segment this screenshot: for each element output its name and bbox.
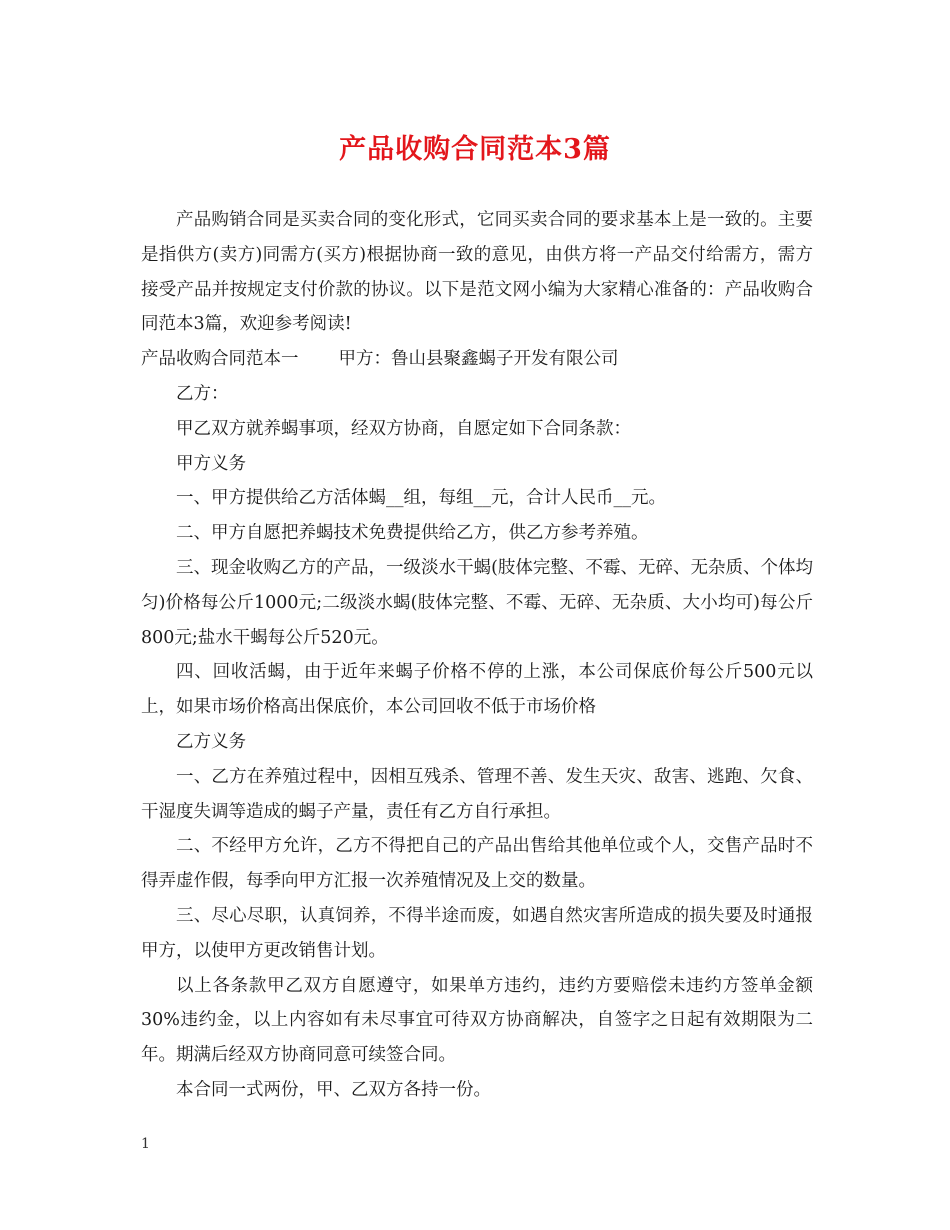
preamble-paragraph: 甲乙双方就养蝎事项，经双方协商，自愿定如下合同条款： — [176, 418, 631, 439]
document-title: 产品收购合同范本3篇 — [339, 134, 611, 165]
copies-clause-paragraph: 本合同一式两份，甲、乙双方各持一份。 — [176, 1079, 491, 1100]
contract-heading-line — [141, 342, 813, 377]
breach-clause-paragraph: 以上各条款甲乙双方自愿遵守，如果单方违约，违约方要赔偿未违约方签单金额30%违约金，以上内容如有未尽事宜可待双方协商解决，自签字之日起有效期限为二年。期满后经双方协商同意可续签合同。 — [141, 975, 813, 1066]
party-a-duty-item: 二、甲方自愿把养蝎技术免费提供给乙方，供乙方参考养殖。 — [176, 523, 649, 544]
party-b-line: 乙方： — [176, 383, 229, 404]
party-b-duty-item: 一、乙方在养殖过程中，因相互残杀、管理不善、发生天灾、敌害、逃跑、欠食、干湿度失调等造成的蝎子产量，责任有乙方自行承担。 — [141, 766, 813, 822]
party-b-duty-item: 二、不经甲方允许，乙方不得把自己的产品出售给其他单位或个人，交售产品时不得弄虚作假，每季向甲方汇报一次养殖情况及上交的数量。 — [141, 836, 813, 892]
intro-paragraph: 产品购销合同是买卖合同的变化形式，它同买卖合同的要求基本上是一致的。主要是指供方(卖方)同需方(买方)根据协商一致的意见，由供方将一产品交付给需方，需方接受产品并按规定支付价款的协议。以下是范文网小编为大家精心准备的：产品收购合同范本3篇，欢迎参考阅读! — [141, 210, 813, 335]
page-number: 1 — [141, 1136, 150, 1152]
party-a-duty-item: 一、甲方提供给乙方活体蝎__组，每组__元，合计人民币__元。 — [176, 488, 666, 509]
party-a-duty-item: 四、回收活蝎，由于近年来蝎子价格不停的上涨，本公司保底价每公斤500元以上，如果市场价格高出保底价，本公司回收不低于市场价格 — [141, 662, 813, 718]
party-a-duty-item: 三、现金收购乙方的产品，一级淡水干蝎(肢体完整、不霉、无碎、无杂质、个体均匀)价格每公斤1000元;二级淡水蝎(肢体完整、不霉、无碎、无杂质、大小均可)每公斤800元;盐水干蝎每公斤520元。 — [141, 557, 813, 648]
section-heading: 产品收购合同范本一 — [141, 349, 299, 370]
party-b-duty-item: 三、尽心尽职，认真饲养，不得半途而废，如遇自然灾害所造成的损失要及时通报甲方，以使甲方更改销售计划。 — [141, 905, 813, 961]
party-b-duties-heading: 乙方义务 — [176, 731, 246, 752]
party-a-line: 甲方：鲁山县聚鑫蝎子开发有限公司 — [338, 349, 619, 370]
document-body — [141, 203, 813, 1108]
party-a-duties-heading: 甲方义务 — [176, 453, 246, 474]
